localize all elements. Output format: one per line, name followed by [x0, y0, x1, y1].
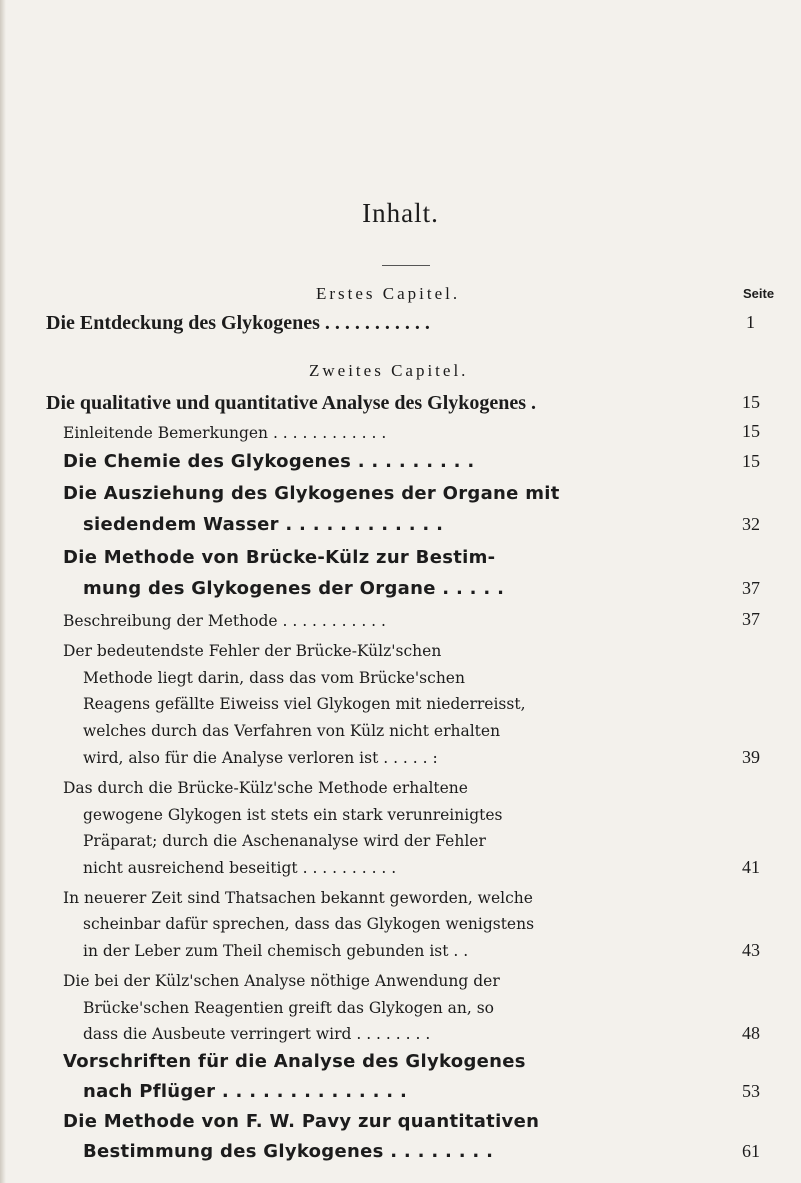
toc-entry-reagentien-line2: Brücke'schen Reagentien greift das Glykogen an, so [83, 999, 495, 1017]
toc-entry-methode-bruecke-line2: mung des Glykogenes der Organe . . . . . [83, 578, 505, 599]
toc-page-53: 53 [742, 1081, 760, 1101]
toc-page-15c: 15 [742, 451, 760, 471]
toc-entry-fehler-line5: wird, also für die Analyse verloren ist . . . . . : [83, 749, 438, 767]
toc-entry-thatsachen-line1: In neuerer Zeit sind Thatsachen bekannt geworden, welche [63, 889, 533, 907]
toc-entry-pavy-line2: Bestimmung des Glykogenes . . . . . . . . [83, 1141, 494, 1162]
toc-entry-vorschriften-line2: nach Pflüger . . . . . . . . . . . . . . [83, 1081, 408, 1102]
page-title: Inhalt. [362, 198, 439, 228]
toc-entry-entdeckung: Die Entdeckung des Glykogenes . . . . . . . . . . . [46, 312, 430, 334]
toc-entry-ausziehung-line1: Die Ausziehung des Glykogenes der Organe mit [63, 483, 560, 504]
toc-page-15a: 15 [742, 392, 760, 412]
chapter-heading-second: Zweites Capitel. [309, 361, 469, 380]
toc-entry-verunreinigt-line2: gewogene Glykogen ist stets ein stark verunreinigtes [83, 806, 503, 824]
toc-page-61: 61 [742, 1141, 760, 1161]
toc-page-43: 43 [742, 940, 760, 960]
toc-page-48: 48 [742, 1023, 760, 1043]
toc-entry-reagentien-line3: dass die Ausbeute verringert wird . . . . . . . . [83, 1025, 431, 1043]
toc-entry-einleitende: Einleitende Bemerkungen . . . . . . . . . . . . [63, 424, 387, 442]
toc-page-1: 1 [746, 312, 755, 332]
toc-entry-analyse: Die qualitative und quantitative Analyse des Glykogenes . [46, 392, 537, 414]
toc-page-37a: 37 [742, 578, 760, 598]
toc-entry-verunreinigt-line1: Das durch die Brücke-Külz'sche Methode erhaltene [63, 779, 468, 797]
toc-entry-reagentien-line1: Die bei der Külz'schen Analyse nöthige Anwendung der [63, 972, 500, 990]
toc-page-39: 39 [742, 747, 760, 767]
toc-page-41: 41 [742, 857, 760, 877]
scan-edge-shadow [0, 0, 6, 1183]
toc-entry-fehler-line1: Der bedeutendste Fehler der Brücke-Külz'schen [63, 642, 442, 660]
toc-page-37b: 37 [742, 609, 760, 629]
toc-page-15b: 15 [742, 421, 760, 441]
toc-entry-verunreinigt-line3: Präparat; durch die Aschenanalyse wird der Fehler [83, 832, 486, 850]
toc-entry-fehler-line2: Methode liegt darin, dass das vom Brücke'schen [83, 669, 465, 687]
toc-entry-thatsachen-line2: scheinbar dafür sprechen, dass das Glykogen wenigstens [83, 915, 535, 933]
toc-entry-ausziehung-line2: siedendem Wasser . . . . . . . . . . . . [83, 514, 444, 535]
toc-entry-verunreinigt-line4: nicht ausreichend beseitigt . . . . . . . . . . [83, 859, 397, 877]
toc-entry-vorschriften-line1: Vorschriften für die Analyse des Glykogenes [63, 1051, 526, 1072]
chapter-heading-first: Erstes Capitel. [316, 284, 461, 303]
title-divider [382, 265, 430, 266]
toc-entry-beschreibung: Beschreibung der Methode . . . . . . . . . . . [63, 612, 386, 630]
toc-entry-methode-bruecke-line1: Die Methode von Brücke-Külz zur Bestim- [63, 547, 496, 568]
toc-entry-pavy-line1: Die Methode von F. W. Pavy zur quantitativen [63, 1111, 540, 1132]
toc-page-32: 32 [742, 514, 760, 534]
toc-entry-thatsachen-line3: in der Leber zum Theil chemisch gebunden ist . . [83, 942, 469, 960]
toc-entry-chemie: Die Chemie des Glykogenes . . . . . . . . . [63, 451, 475, 472]
toc-entry-fehler-line4: welches durch das Verfahren von Külz nicht erhalten [83, 722, 501, 740]
toc-entry-fehler-line3: Reagens gefällte Eiweiss viel Glykogen mit niederreisst, [83, 695, 526, 713]
seite-column-label: Seite [743, 286, 775, 301]
